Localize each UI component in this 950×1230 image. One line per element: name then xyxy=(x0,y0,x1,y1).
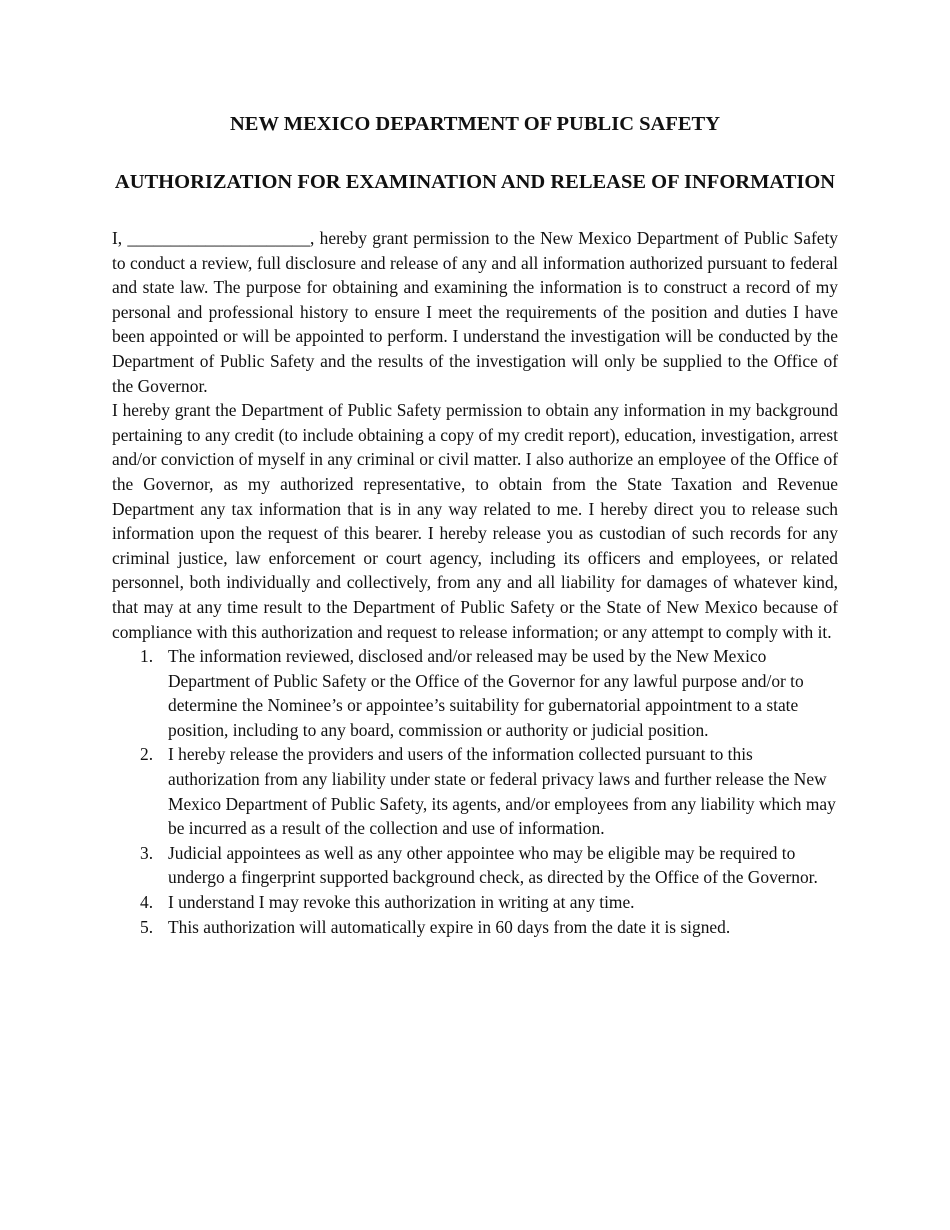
list-item-text: The information reviewed, disclosed and/or released may be used by the New Mexico Department of Public Safety or the Office of the Governor for any lawful purpose and/or to determine the Nominee’s or appointee’s suitability for gubernatorial appointment to a state position, including to any board, commission or authority or judicial position. xyxy=(168,646,804,740)
agency-title: NEW MEXICO DEPARTMENT OF PUBLIC SAFETY xyxy=(230,113,720,135)
list-item-text: This authorization will automatically expire in 60 days from the date it is signed. xyxy=(168,916,731,937)
terms-list xyxy=(112,644,838,939)
list-item-text: I understand I may revoke this authorization in writing at any time. xyxy=(168,892,635,913)
authorization-paragraph-1 xyxy=(112,226,838,398)
list-item-text: I hereby release the providers and users of the information collected pursuant to this authorization from any liability under state or federal privacy laws and further release the New Mexico Department of Public Safety, its agents, and/or employees from any liability which may be incurred as a result of the collection and use of information. xyxy=(168,744,836,839)
list-item-number: 4. xyxy=(140,892,154,913)
list-item-number: 3. xyxy=(140,842,154,863)
paragraph-1-text: , hereby grant permission to the New Mexico Department of Public Safety to conduct a review, full disclosure and release of any and all information authorized pursuant to federal and state law. The purpose for obtaining and examining the information is to construct a record of my personal and professional history to ensure I meet the requirements of the position and duties I have been appointed or will be appointed to perform. I understand the investigation will be conducted by the Department of Public Safety and the results of the investigation will only be supplied to the Office of the Governor. xyxy=(112,228,838,396)
list-item xyxy=(112,644,838,742)
paragraph-lead: I, xyxy=(112,228,128,248)
list-item-number: 5. xyxy=(140,916,154,937)
list-item-text: Judicial appointees as well as any other appointee who may be eligible may be required to undergo a fingerprint supported background check, as directed by the Office of the Governor. xyxy=(168,842,818,888)
form-title: AUTHORIZATION FOR EXAMINATION AND RELEASE OF INFORMATION xyxy=(114,171,836,193)
list-item-number: 2. xyxy=(140,744,154,765)
list-item xyxy=(112,915,838,940)
document-page xyxy=(112,110,838,939)
list-item xyxy=(112,742,838,840)
list-item xyxy=(112,841,838,890)
list-item xyxy=(112,890,838,915)
list-item-number: 1. xyxy=(140,646,154,667)
authorization-paragraph-2: I hereby grant the Department of Public Safety permission to obtain any information in my background pertaining to any credit (to include obtaining a copy of my credit report), education, investigation, arrest and/or conviction of myself in any criminal or civil matter. I also authorize an employee of the Office of the Governor, as my authorized representative, to obtain from the State Taxation and Revenue Department any tax information that is in any way related to me. I hereby direct you to release such information upon the request of this bearer. I hereby release you as custodian of such records for any criminal justice, law enforcement or court agency, including its officers and employees, or related personnel, both individually and collectively, from any and all liability for damages of whatever kind, that may at any time result to the Department of Public Safety or the State of New Mexico because of compliance with this authorization and request to release information; or any attempt to comply with it. xyxy=(112,400,838,642)
name-blank-line: _____________________ xyxy=(127,228,311,248)
